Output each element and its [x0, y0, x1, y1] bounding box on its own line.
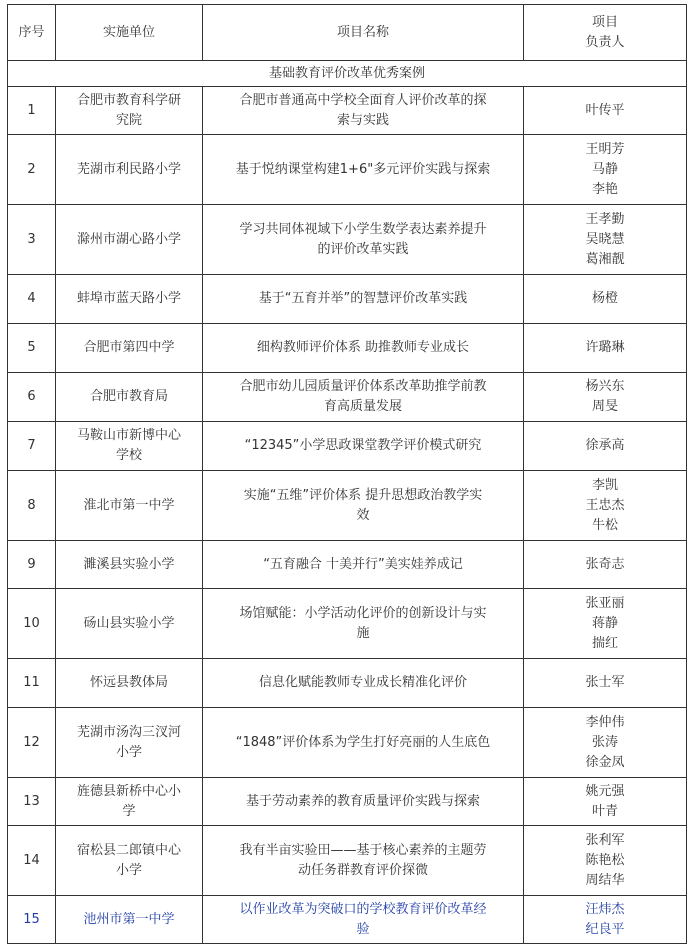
- row-leaders: [524, 324, 687, 373]
- row-unit: [56, 541, 203, 589]
- row-unit-line: 合肥市教育科学研: [76, 92, 181, 108]
- row-leaders-line: 陈艳松: [585, 852, 625, 868]
- row-unit-line: 滁州市湖心路小学: [76, 231, 181, 247]
- row-unit-line: 小学: [115, 862, 142, 878]
- row-leaders-line: 叶青: [591, 803, 618, 819]
- row-leaders: [524, 659, 687, 708]
- row-project-line: 信息化赋能教师专业成长精准化评价: [258, 675, 467, 690]
- row-project-line: 验: [356, 921, 370, 937]
- row-no: 10: [8, 589, 56, 659]
- row-project-line: 合肥市幼儿园质量评价体系改革助推学前教: [239, 379, 487, 394]
- row-unit: [56, 205, 203, 275]
- row-project-line: 细构教师评价体系 助推教师专业成长: [256, 340, 470, 355]
- project-table: [7, 4, 687, 944]
- row-project: [203, 826, 524, 896]
- row-unit-line: 怀远县教体局: [89, 675, 168, 690]
- row-project: [203, 541, 524, 589]
- table-row: [8, 135, 687, 205]
- row-no: 2: [8, 135, 56, 205]
- row-leaders-line: 杨橙: [591, 291, 618, 306]
- row-unit-line: 芜湖市利民路小学: [76, 161, 181, 177]
- row-leaders: [524, 135, 687, 205]
- row-unit: [56, 135, 203, 205]
- row-unit: [56, 708, 203, 778]
- header-no: 序号: [8, 5, 56, 61]
- row-project-line: 场馆赋能：小学活动化评价的创新设计与实: [239, 605, 487, 621]
- row-project: [203, 659, 524, 708]
- row-project: [203, 135, 524, 205]
- row-leaders-line: 揣红: [591, 635, 618, 651]
- row-project-line: “1848”评价体系为学生打好亮丽的人生底色: [235, 734, 491, 750]
- row-no: 11: [8, 659, 56, 708]
- row-project: [203, 589, 524, 659]
- row-project-line: 学习共同体视域下小学生数学表达素养提升: [239, 221, 487, 237]
- row-leaders-line: 张士军: [585, 675, 625, 690]
- row-leaders-line: 叶传平: [585, 102, 625, 118]
- row-unit-line: 马鞍山市新博中心: [76, 428, 181, 443]
- table-row: [8, 324, 687, 373]
- row-leaders-line: 马静: [591, 161, 618, 177]
- row-unit: [56, 826, 203, 896]
- row-project-line: 索与实践: [336, 112, 389, 128]
- row-project: [203, 87, 524, 135]
- row-unit: [56, 324, 203, 373]
- table-row: [8, 659, 687, 708]
- row-leaders-line: 李仲伟: [585, 714, 625, 730]
- row-unit-line: 小学: [115, 744, 142, 760]
- row-project-line: 我有半亩实验田——基于核心素养的主题劳: [239, 842, 487, 858]
- table-row: [8, 589, 687, 659]
- row-leaders-line: 周旻: [591, 399, 618, 414]
- row-unit: [56, 896, 203, 944]
- row-no: 15: [8, 896, 56, 944]
- row-unit-line: 濉溪县实验小学: [83, 556, 175, 572]
- row-leaders: [524, 471, 687, 541]
- row-unit-line: 砀山县实验小学: [83, 615, 175, 631]
- row-unit-line: 池州市第一中学: [83, 911, 175, 927]
- header-leader: [524, 5, 687, 61]
- row-unit-line: 学: [122, 803, 136, 819]
- table-row: [8, 471, 687, 541]
- row-project-line: 的评价改革实践: [317, 241, 409, 257]
- row-unit-line: 合肥市教育局: [89, 389, 168, 404]
- row-leaders: [524, 422, 687, 471]
- row-project: [203, 422, 524, 471]
- row-leaders-line: 王孝勤: [585, 211, 625, 227]
- row-leaders: [524, 373, 687, 422]
- row-no: 9: [8, 541, 56, 589]
- row-unit-line: 蚌埠市蓝天路小学: [76, 291, 181, 306]
- row-no: 8: [8, 471, 56, 541]
- row-project-line: 实施“五维”评价体系 提升思想政治教学实: [243, 487, 483, 503]
- section-title: 基础教育评价改革优秀案例: [8, 61, 687, 87]
- row-unit: [56, 373, 203, 422]
- row-unit: [56, 471, 203, 541]
- row-leaders-line: 张利军: [585, 832, 625, 848]
- table-row: [8, 205, 687, 275]
- row-leaders-line: 吴晓慧: [585, 231, 625, 247]
- table-row: [8, 422, 687, 471]
- row-no: 14: [8, 826, 56, 896]
- row-leaders: [524, 275, 687, 324]
- table-row: [8, 896, 687, 944]
- row-unit: [56, 87, 203, 135]
- row-leaders: [524, 708, 687, 778]
- table-container: [7, 4, 687, 944]
- row-no: 13: [8, 778, 56, 826]
- table-row: [8, 826, 687, 896]
- row-leaders-line: 徐承高: [585, 438, 625, 453]
- table-row: [8, 373, 687, 422]
- row-unit-line: 合肥市第四中学: [83, 340, 175, 355]
- table-row: [8, 275, 687, 324]
- row-unit: [56, 659, 203, 708]
- row-unit-line: 旌德县新桥中心小: [76, 783, 181, 799]
- row-leaders-line: 李凯: [591, 477, 618, 493]
- row-unit-line: 芜湖市汤沟三汊河: [76, 724, 181, 740]
- row-project: [203, 708, 524, 778]
- header-leader-line: 项目: [591, 14, 618, 30]
- header-leader-line: 负责人: [585, 34, 625, 50]
- row-unit-line: 淮北市第一中学: [83, 497, 175, 513]
- table-row: [8, 708, 687, 778]
- row-leaders: [524, 87, 687, 135]
- row-unit: [56, 589, 203, 659]
- row-project-line: 效: [356, 507, 370, 523]
- row-project-line: 动任务群教育评价探微: [297, 862, 428, 878]
- row-leaders-line: 牛松: [591, 517, 618, 533]
- row-project: [203, 373, 524, 422]
- row-leaders-line: 王明芳: [585, 141, 625, 157]
- row-project-line: 合肥市普通高中学校全面育人评价改革的探: [239, 92, 487, 108]
- row-unit: [56, 422, 203, 471]
- row-unit-line: 学校: [115, 448, 142, 463]
- row-project-line: 施: [356, 625, 370, 641]
- row-no: 1: [8, 87, 56, 135]
- table-row: [8, 778, 687, 826]
- row-project: [203, 205, 524, 275]
- row-leaders: [524, 205, 687, 275]
- row-project-line: 基于“五育并举”的智慧评价改革实践: [258, 291, 468, 306]
- row-unit-line: 究院: [115, 112, 142, 128]
- row-leaders-line: 王忠杰: [585, 497, 625, 513]
- row-unit: [56, 778, 203, 826]
- row-project-line: 基于劳动素养的教育质量评价实践与探索: [245, 793, 480, 809]
- row-no: 12: [8, 708, 56, 778]
- row-leaders: [524, 778, 687, 826]
- row-leaders-line: 葛湘靓: [585, 251, 625, 267]
- header-project: 项目名称: [203, 5, 524, 61]
- row-unit-line: 宿松县二郎镇中心: [76, 842, 181, 858]
- row-leaders-line: 姚元强: [585, 783, 625, 799]
- row-project-line: 育高质量发展: [323, 399, 402, 414]
- row-leaders-line: 杨兴东: [585, 379, 625, 394]
- row-leaders-line: 张奇志: [585, 556, 625, 572]
- row-leaders: [524, 896, 687, 944]
- table-row: [8, 541, 687, 589]
- row-project-line: “五育融合 十美并行”美实娃养成记: [263, 556, 463, 572]
- row-no: 5: [8, 324, 56, 373]
- row-project: [203, 471, 524, 541]
- row-leaders-line: 张涛: [591, 734, 618, 750]
- row-leaders-line: 蒋静: [591, 615, 618, 631]
- row-project: [203, 896, 524, 944]
- header-unit: 实施单位: [56, 5, 203, 61]
- row-leaders-line: 周结华: [585, 872, 625, 888]
- row-leaders-line: 纪良平: [585, 921, 625, 937]
- row-leaders-line: 张亚丽: [585, 595, 625, 611]
- row-no: 7: [8, 422, 56, 471]
- row-leaders-line: 汪炜杰: [585, 901, 625, 917]
- row-leaders-line: 李艳: [591, 181, 618, 197]
- row-leaders-line: 许璐琳: [585, 340, 625, 355]
- row-project-line: 基于悦纳课堂构建1+6"多元评价实践与探索: [235, 161, 491, 177]
- row-leaders: [524, 541, 687, 589]
- row-project-line: 以作业改革为突破口的学校教育评价改革经: [239, 901, 487, 917]
- header-row: [8, 5, 687, 61]
- row-no: 3: [8, 205, 56, 275]
- row-no: 4: [8, 275, 56, 324]
- row-project: [203, 778, 524, 826]
- row-project: [203, 324, 524, 373]
- row-leaders-line: 徐金凤: [585, 754, 625, 770]
- row-unit: [56, 275, 203, 324]
- row-leaders: [524, 826, 687, 896]
- row-no: 6: [8, 373, 56, 422]
- row-project: [203, 275, 524, 324]
- row-leaders: [524, 589, 687, 659]
- section-row: [8, 61, 687, 87]
- table-row: [8, 87, 687, 135]
- row-project-line: “12345”小学思政课堂教学评价模式研究: [244, 438, 482, 453]
